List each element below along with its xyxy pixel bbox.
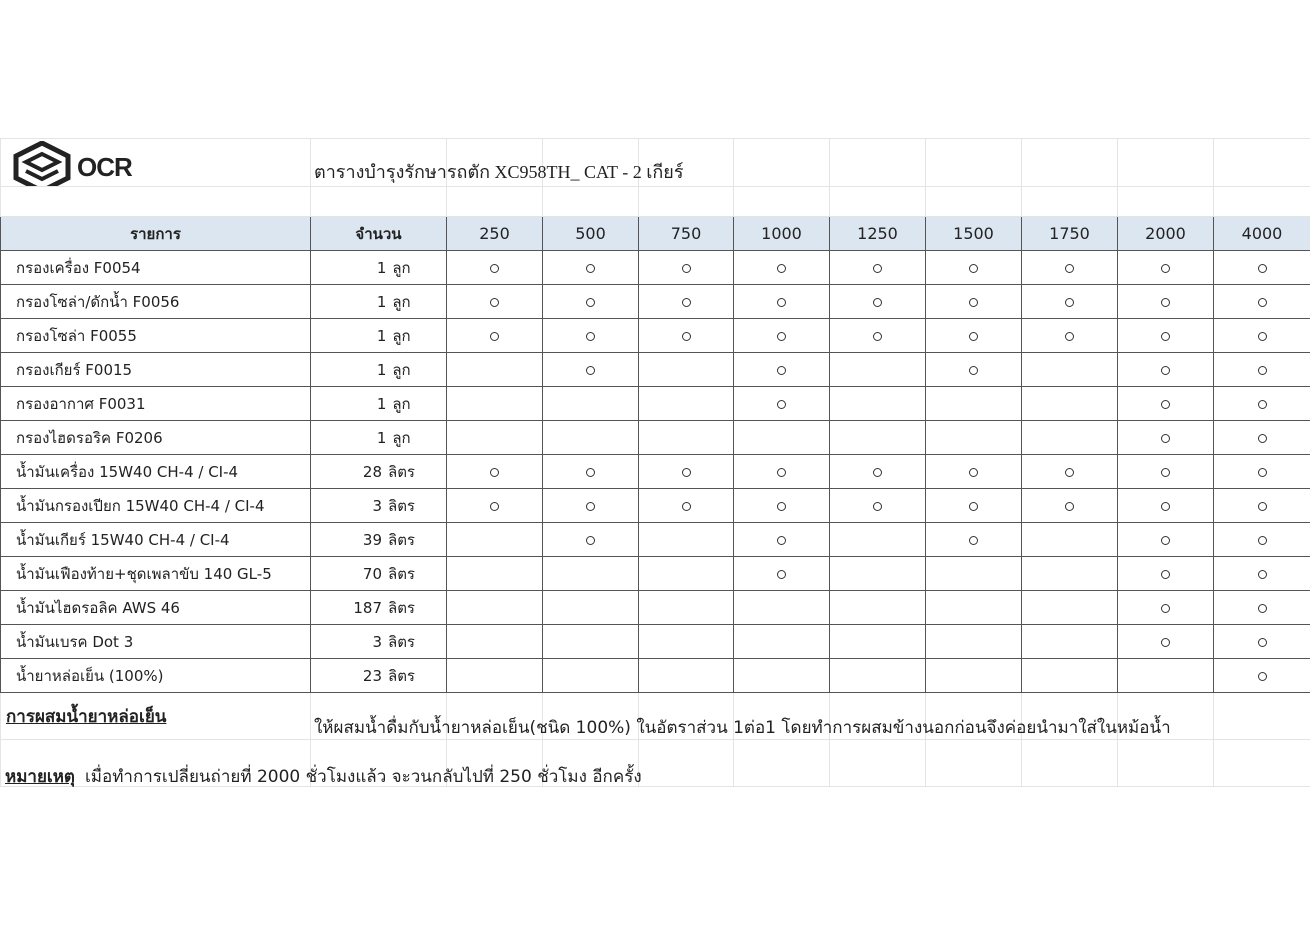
interval-cell	[543, 557, 639, 591]
interval-cell	[926, 557, 1022, 591]
service-mark-icon	[1258, 604, 1267, 613]
page-title: ตารางบำรุงรักษารถตัก XC958TH_ CAT - 2 เกียร์	[314, 162, 684, 182]
service-mark-icon	[1258, 366, 1267, 375]
service-mark-icon	[490, 264, 499, 273]
service-mark-icon	[1258, 638, 1267, 647]
service-mark-icon	[1258, 570, 1267, 579]
service-mark-icon	[1065, 264, 1074, 273]
service-mark-icon	[873, 298, 882, 307]
service-mark-icon	[1161, 468, 1170, 477]
header-qty: จำนวน	[311, 217, 447, 251]
item-quantity	[311, 557, 447, 591]
service-mark-icon	[1258, 434, 1267, 443]
item-quantity	[311, 591, 447, 625]
interval-cell	[543, 285, 639, 319]
quantity-value: 1	[376, 360, 387, 379]
quantity-unit: ลูก	[392, 258, 411, 277]
item-name: น้ำมันเกียร์ 15W40 CH-4 / CI-4	[1, 523, 311, 557]
item-name: น้ำมันไฮดรอลิค AWS 46	[1, 591, 311, 625]
interval-cell	[543, 319, 639, 353]
coolant-label: การผสมน้ำยาหล่อเย็น	[6, 706, 167, 727]
interval-cell	[639, 489, 734, 523]
service-mark-icon	[1258, 502, 1267, 511]
interval-cell	[1118, 421, 1214, 455]
interval-cell	[734, 625, 830, 659]
interval-cell	[830, 523, 926, 557]
service-mark-icon	[682, 332, 691, 341]
service-mark-icon	[682, 502, 691, 511]
item-quantity	[311, 455, 447, 489]
interval-cell	[1022, 659, 1118, 693]
interval-cell	[830, 353, 926, 387]
quantity-unit: ลิตร	[388, 632, 415, 651]
interval-cell	[734, 387, 830, 421]
interval-cell	[639, 353, 734, 387]
interval-cell	[1214, 489, 1310, 523]
table-row	[1, 353, 1310, 387]
interval-cell	[1118, 387, 1214, 421]
interval-cell	[830, 625, 926, 659]
quantity-unit: ลิตร	[388, 598, 415, 617]
interval-cell	[830, 455, 926, 489]
quantity-unit: ลูก	[392, 394, 411, 413]
interval-cell	[1118, 285, 1214, 319]
interval-cell	[1214, 659, 1310, 693]
service-mark-icon	[1065, 468, 1074, 477]
interval-cell	[639, 319, 734, 353]
remark-label: หมายเหตุ	[5, 767, 75, 787]
interval-cell	[1214, 523, 1310, 557]
interval-cell	[1214, 591, 1310, 625]
service-mark-icon	[1161, 264, 1170, 273]
quantity-value: 23	[362, 666, 382, 685]
service-mark-icon	[969, 536, 978, 545]
interval-cell	[1118, 353, 1214, 387]
remark-line	[5, 763, 642, 790]
quantity-value: 187	[353, 598, 382, 617]
service-mark-icon	[777, 264, 786, 273]
interval-cell	[639, 251, 734, 285]
item-quantity	[311, 489, 447, 523]
interval-cell	[926, 659, 1022, 693]
item-name: กรองอากาศ F0031	[1, 387, 311, 421]
interval-cell	[1022, 523, 1118, 557]
interval-cell	[1022, 285, 1118, 319]
interval-cell	[1214, 285, 1310, 319]
interval-cell	[447, 319, 543, 353]
interval-cell	[1214, 455, 1310, 489]
interval-cell	[1214, 421, 1310, 455]
interval-cell	[830, 591, 926, 625]
service-mark-icon	[969, 366, 978, 375]
interval-cell	[926, 421, 1022, 455]
item-name: น้ำมันเบรค Dot 3	[1, 625, 311, 659]
service-mark-icon	[586, 366, 595, 375]
service-mark-icon	[1161, 638, 1170, 647]
maintenance-sheet	[0, 138, 1310, 788]
interval-cell	[1118, 557, 1214, 591]
interval-cell	[926, 387, 1022, 421]
ocr-hexagon-logo-icon	[13, 141, 71, 187]
header-interval: 4000	[1214, 217, 1310, 251]
interval-cell	[926, 285, 1022, 319]
interval-cell	[926, 523, 1022, 557]
quantity-value: 39	[362, 530, 382, 549]
service-mark-icon	[969, 502, 978, 511]
interval-cell	[1022, 625, 1118, 659]
interval-cell	[447, 591, 543, 625]
interval-cell	[1022, 557, 1118, 591]
service-mark-icon	[1161, 434, 1170, 443]
table-row	[1, 251, 1310, 285]
service-mark-icon	[1258, 332, 1267, 341]
table-row	[1, 557, 1310, 591]
interval-cell	[1214, 557, 1310, 591]
service-mark-icon	[777, 400, 786, 409]
interval-cell	[447, 285, 543, 319]
service-mark-icon	[1161, 502, 1170, 511]
item-quantity	[311, 625, 447, 659]
interval-cell	[543, 489, 639, 523]
interval-cell	[543, 251, 639, 285]
item-name: กรองโซล่า F0055	[1, 319, 311, 353]
interval-cell	[830, 319, 926, 353]
interval-cell	[1214, 251, 1310, 285]
remark-text: เมื่อทำการเปลี่ยนถ่ายที่ 2000 ชั่วโมงแล้ว จะวนกลับไปที่ 250 ชั่วโมง อีกครั้ง	[84, 767, 642, 787]
item-name: กรองโซล่า/ดักน้ำ F0056	[1, 285, 311, 319]
item-name: กรองไฮดรอริค F0206	[1, 421, 311, 455]
service-mark-icon	[586, 332, 595, 341]
logo-text: OCR	[77, 151, 132, 182]
quantity-value: 1	[376, 394, 387, 413]
header-interval: 1750	[1022, 217, 1118, 251]
item-quantity	[311, 285, 447, 319]
interval-cell	[1118, 591, 1214, 625]
service-mark-icon	[490, 332, 499, 341]
interval-cell	[1214, 319, 1310, 353]
service-mark-icon	[1065, 502, 1074, 511]
interval-cell	[639, 523, 734, 557]
service-mark-icon	[490, 502, 499, 511]
quantity-unit: ลิตร	[388, 462, 415, 481]
service-mark-icon	[1258, 264, 1267, 273]
service-mark-icon	[777, 332, 786, 341]
item-name: กรองเกียร์ F0015	[1, 353, 311, 387]
table-row	[1, 591, 1310, 625]
interval-cell	[1022, 455, 1118, 489]
interval-cell	[447, 251, 543, 285]
interval-cell	[543, 625, 639, 659]
interval-cell	[447, 353, 543, 387]
interval-cell	[830, 285, 926, 319]
interval-cell	[1022, 421, 1118, 455]
interval-cell	[543, 387, 639, 421]
interval-cell	[639, 285, 734, 319]
quantity-unit: ลิตร	[388, 564, 415, 583]
header-interval: 250	[447, 217, 543, 251]
interval-cell	[543, 591, 639, 625]
interval-cell	[1022, 319, 1118, 353]
quantity-value: 1	[376, 428, 387, 447]
service-mark-icon	[682, 264, 691, 273]
header-interval: 500	[543, 217, 639, 251]
interval-cell	[734, 455, 830, 489]
service-mark-icon	[1161, 298, 1170, 307]
interval-cell	[926, 251, 1022, 285]
quantity-unit: ลิตร	[388, 496, 415, 515]
service-mark-icon	[490, 298, 499, 307]
item-quantity	[311, 319, 447, 353]
interval-cell	[830, 421, 926, 455]
interval-cell	[447, 455, 543, 489]
table-row	[1, 285, 1310, 319]
interval-cell	[1214, 625, 1310, 659]
quantity-unit: ลูก	[392, 428, 411, 447]
service-mark-icon	[777, 570, 786, 579]
interval-cell	[447, 387, 543, 421]
service-mark-icon	[586, 298, 595, 307]
service-mark-icon	[969, 298, 978, 307]
table-row	[1, 455, 1310, 489]
logo	[13, 141, 132, 187]
interval-cell	[447, 557, 543, 591]
item-name: น้ำมันกรองเปียก 15W40 CH-4 / CI-4	[1, 489, 311, 523]
item-name: น้ำยาหล่อเย็น (100%)	[1, 659, 311, 693]
interval-cell	[1118, 489, 1214, 523]
logo-cell	[1, 139, 311, 187]
interval-cell	[639, 421, 734, 455]
service-mark-icon	[1258, 400, 1267, 409]
item-quantity	[311, 421, 447, 455]
interval-cell	[830, 387, 926, 421]
header-row	[1, 217, 1310, 251]
service-mark-icon	[1258, 468, 1267, 477]
service-mark-icon	[490, 468, 499, 477]
interval-cell	[1022, 353, 1118, 387]
table-row	[1, 387, 1310, 421]
interval-cell	[830, 557, 926, 591]
table-row	[1, 489, 1310, 523]
interval-cell	[543, 421, 639, 455]
service-mark-icon	[777, 502, 786, 511]
quantity-unit: ลูก	[392, 292, 411, 311]
interval-cell	[1022, 591, 1118, 625]
interval-cell	[926, 353, 1022, 387]
interval-cell	[926, 319, 1022, 353]
service-mark-icon	[873, 468, 882, 477]
interval-cell	[734, 489, 830, 523]
item-quantity	[311, 251, 447, 285]
service-mark-icon	[1161, 400, 1170, 409]
interval-cell	[1214, 387, 1310, 421]
interval-cell	[734, 557, 830, 591]
service-mark-icon	[1161, 604, 1170, 613]
item-name: กรองเครื่อง F0054	[1, 251, 311, 285]
service-mark-icon	[1258, 536, 1267, 545]
interval-cell	[830, 659, 926, 693]
interval-cell	[734, 591, 830, 625]
quantity-unit: ลิตร	[388, 530, 415, 549]
interval-cell	[1118, 319, 1214, 353]
header-interval: 750	[639, 217, 734, 251]
service-mark-icon	[1161, 570, 1170, 579]
interval-cell	[734, 319, 830, 353]
interval-cell	[830, 489, 926, 523]
service-mark-icon	[873, 502, 882, 511]
interval-cell	[734, 251, 830, 285]
interval-cell	[447, 421, 543, 455]
interval-cell	[543, 353, 639, 387]
interval-cell	[639, 625, 734, 659]
interval-cell	[1118, 659, 1214, 693]
service-mark-icon	[586, 264, 595, 273]
interval-cell	[543, 455, 639, 489]
service-mark-icon	[586, 536, 595, 545]
service-mark-icon	[1065, 332, 1074, 341]
quantity-value: 70	[362, 564, 382, 583]
header-interval: 1500	[926, 217, 1022, 251]
service-mark-icon	[777, 536, 786, 545]
interval-cell	[926, 591, 1022, 625]
interval-cell	[1214, 353, 1310, 387]
quantity-unit: ลิตร	[388, 666, 415, 685]
quantity-value: 1	[376, 326, 387, 345]
interval-cell	[926, 489, 1022, 523]
service-mark-icon	[682, 298, 691, 307]
service-mark-icon	[969, 332, 978, 341]
interval-cell	[447, 523, 543, 557]
item-quantity	[311, 659, 447, 693]
table-row	[1, 659, 1310, 693]
table-row	[1, 319, 1310, 353]
service-mark-icon	[586, 468, 595, 477]
interval-cell	[926, 625, 1022, 659]
header-interval: 1000	[734, 217, 830, 251]
interval-cell	[639, 659, 734, 693]
interval-cell	[734, 523, 830, 557]
interval-cell	[639, 591, 734, 625]
header-interval: 1250	[830, 217, 926, 251]
service-mark-icon	[1258, 298, 1267, 307]
interval-cell	[447, 659, 543, 693]
interval-cell	[447, 489, 543, 523]
table-row	[1, 625, 1310, 659]
coolant-instructions: ให้ผสมน้ำดื่มกับน้ำยาหล่อเย็น(ชนิด 100%) ในอัตราส่วน 1ต่อ1 โดยทำการผสมข้างนอกก่อนจึงค่อยนำมาใส่ในหม้อน้ำ	[314, 718, 1171, 738]
quantity-unit: ลูก	[392, 326, 411, 345]
quantity-value: 3	[372, 496, 382, 515]
item-name: น้ำมันเครื่อง 15W40 CH-4 / CI-4	[1, 455, 311, 489]
service-mark-icon	[777, 366, 786, 375]
quantity-value: 1	[376, 292, 387, 311]
interval-cell	[734, 285, 830, 319]
interval-cell	[1118, 625, 1214, 659]
maintenance-table	[0, 138, 1310, 787]
interval-cell	[1118, 251, 1214, 285]
interval-cell	[1022, 489, 1118, 523]
interval-cell	[734, 659, 830, 693]
interval-cell	[1022, 387, 1118, 421]
interval-cell	[830, 251, 926, 285]
table-row	[1, 421, 1310, 455]
service-mark-icon	[777, 298, 786, 307]
interval-cell	[734, 421, 830, 455]
quantity-value: 28	[362, 462, 382, 481]
interval-cell	[1022, 251, 1118, 285]
table-row	[1, 523, 1310, 557]
interval-cell	[1118, 455, 1214, 489]
item-name: น้ำมันเฟืองท้าย+ชุดเพลาขับ 140 GL-5	[1, 557, 311, 591]
interval-cell	[639, 387, 734, 421]
service-mark-icon	[873, 332, 882, 341]
item-quantity	[311, 353, 447, 387]
header-interval: 2000	[1118, 217, 1214, 251]
service-mark-icon	[777, 468, 786, 477]
quantity-value: 3	[372, 632, 382, 651]
service-mark-icon	[873, 264, 882, 273]
service-mark-icon	[969, 468, 978, 477]
interval-cell	[734, 353, 830, 387]
interval-cell	[543, 523, 639, 557]
item-quantity	[311, 523, 447, 557]
service-mark-icon	[1161, 366, 1170, 375]
service-mark-icon	[969, 264, 978, 273]
service-mark-icon	[1161, 536, 1170, 545]
interval-cell	[543, 659, 639, 693]
quantity-value: 1	[376, 258, 387, 277]
interval-cell	[1118, 523, 1214, 557]
item-quantity	[311, 387, 447, 421]
quantity-unit: ลูก	[392, 360, 411, 379]
service-mark-icon	[1161, 332, 1170, 341]
interval-cell	[447, 625, 543, 659]
interval-cell	[639, 557, 734, 591]
interval-cell	[639, 455, 734, 489]
interval-cell	[926, 455, 1022, 489]
service-mark-icon	[1258, 672, 1267, 681]
service-mark-icon	[1065, 298, 1074, 307]
header-item: รายการ	[1, 217, 311, 251]
service-mark-icon	[586, 502, 595, 511]
service-mark-icon	[682, 468, 691, 477]
